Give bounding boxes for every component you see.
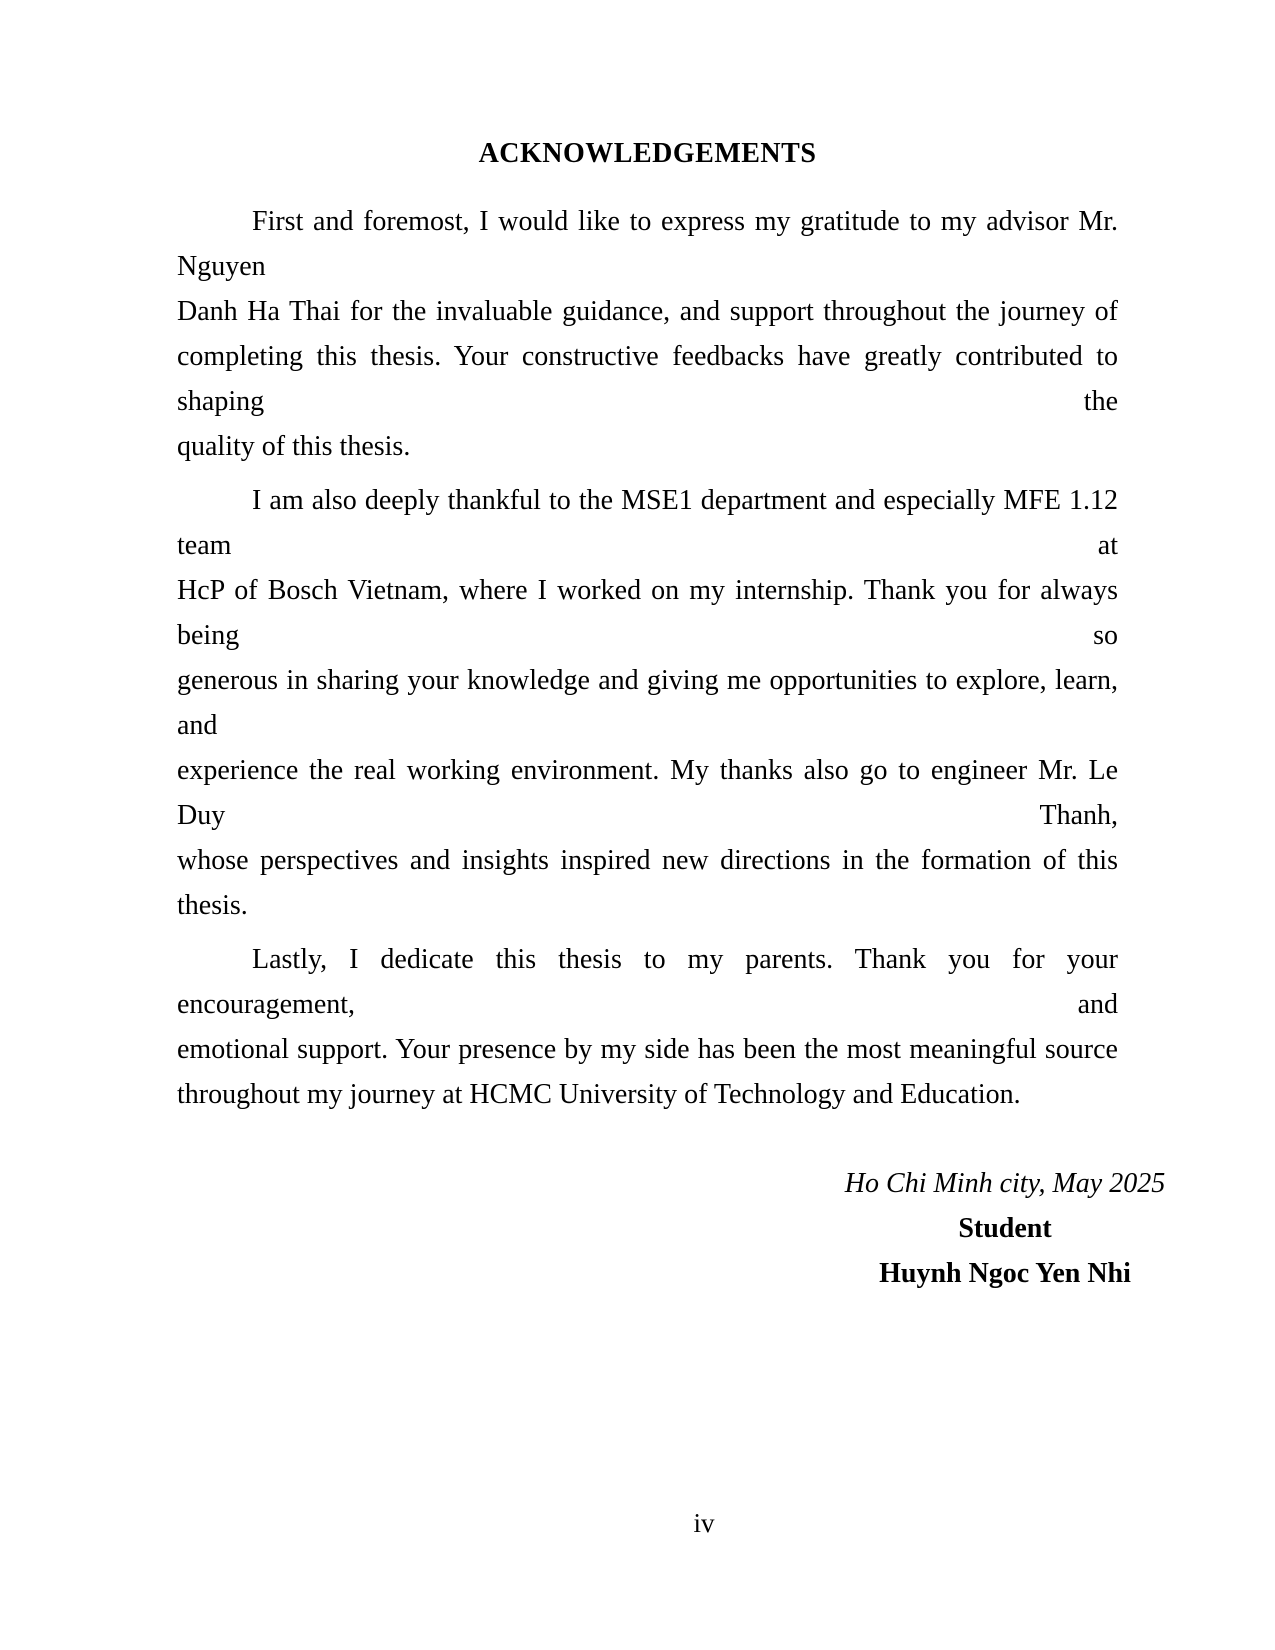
paragraph-line: throughout my journey at HCMC University of Technology and Education.	[177, 1079, 1021, 1110]
page-number: iv	[693, 1508, 715, 1538]
paragraph-line: completing this thesis. Your constructive feedbacks have greatly contributed to shaping the	[177, 341, 1118, 417]
signature-block	[835, 1161, 1175, 1296]
paragraph-line: experience the real working environment. My thanks also go to engineer Mr. Le Duy Thanh,	[177, 755, 1118, 831]
paragraph-line: I am also deeply thankful to the MSE1 department and especially MFE 1.12 team at	[177, 485, 1118, 561]
paragraph-line: emotional support. Your presence by my side has been the most meaningful source	[177, 1034, 1118, 1065]
paragraph	[177, 199, 1118, 469]
paragraph	[177, 937, 1118, 1117]
paragraph-line: HcP of Bosch Vietnam, where I worked on my internship. Thank you for always being so	[177, 575, 1118, 651]
paragraph-line: Lastly, I dedicate this thesis to my parents. Thank you for your encouragement, and	[177, 944, 1118, 1020]
signature-role: Student	[958, 1213, 1052, 1244]
paragraph-line: generous in sharing your knowledge and giving me opportunities to explore, learn, and	[177, 665, 1118, 741]
paragraph	[177, 478, 1118, 928]
paragraph-line: First and foremost, I would like to express my gratitude to my advisor Mr. Nguyen	[177, 206, 1118, 282]
paragraph-line: whose perspectives and insights inspired new directions in the formation of this thesis.	[177, 845, 1118, 921]
paragraphs	[177, 199, 1118, 1117]
signature-place-date: Ho Chi Minh city, May 2025	[844, 1168, 1166, 1199]
page-title: ACKNOWLEDGEMENTS	[478, 138, 817, 169]
signature-name: Huynh Ngoc Yen Nhi	[879, 1258, 1131, 1289]
paragraph-line: quality of this thesis.	[177, 431, 411, 462]
paragraph-line: Danh Ha Thai for the invaluable guidance, and support throughout the journey of	[177, 296, 1118, 327]
